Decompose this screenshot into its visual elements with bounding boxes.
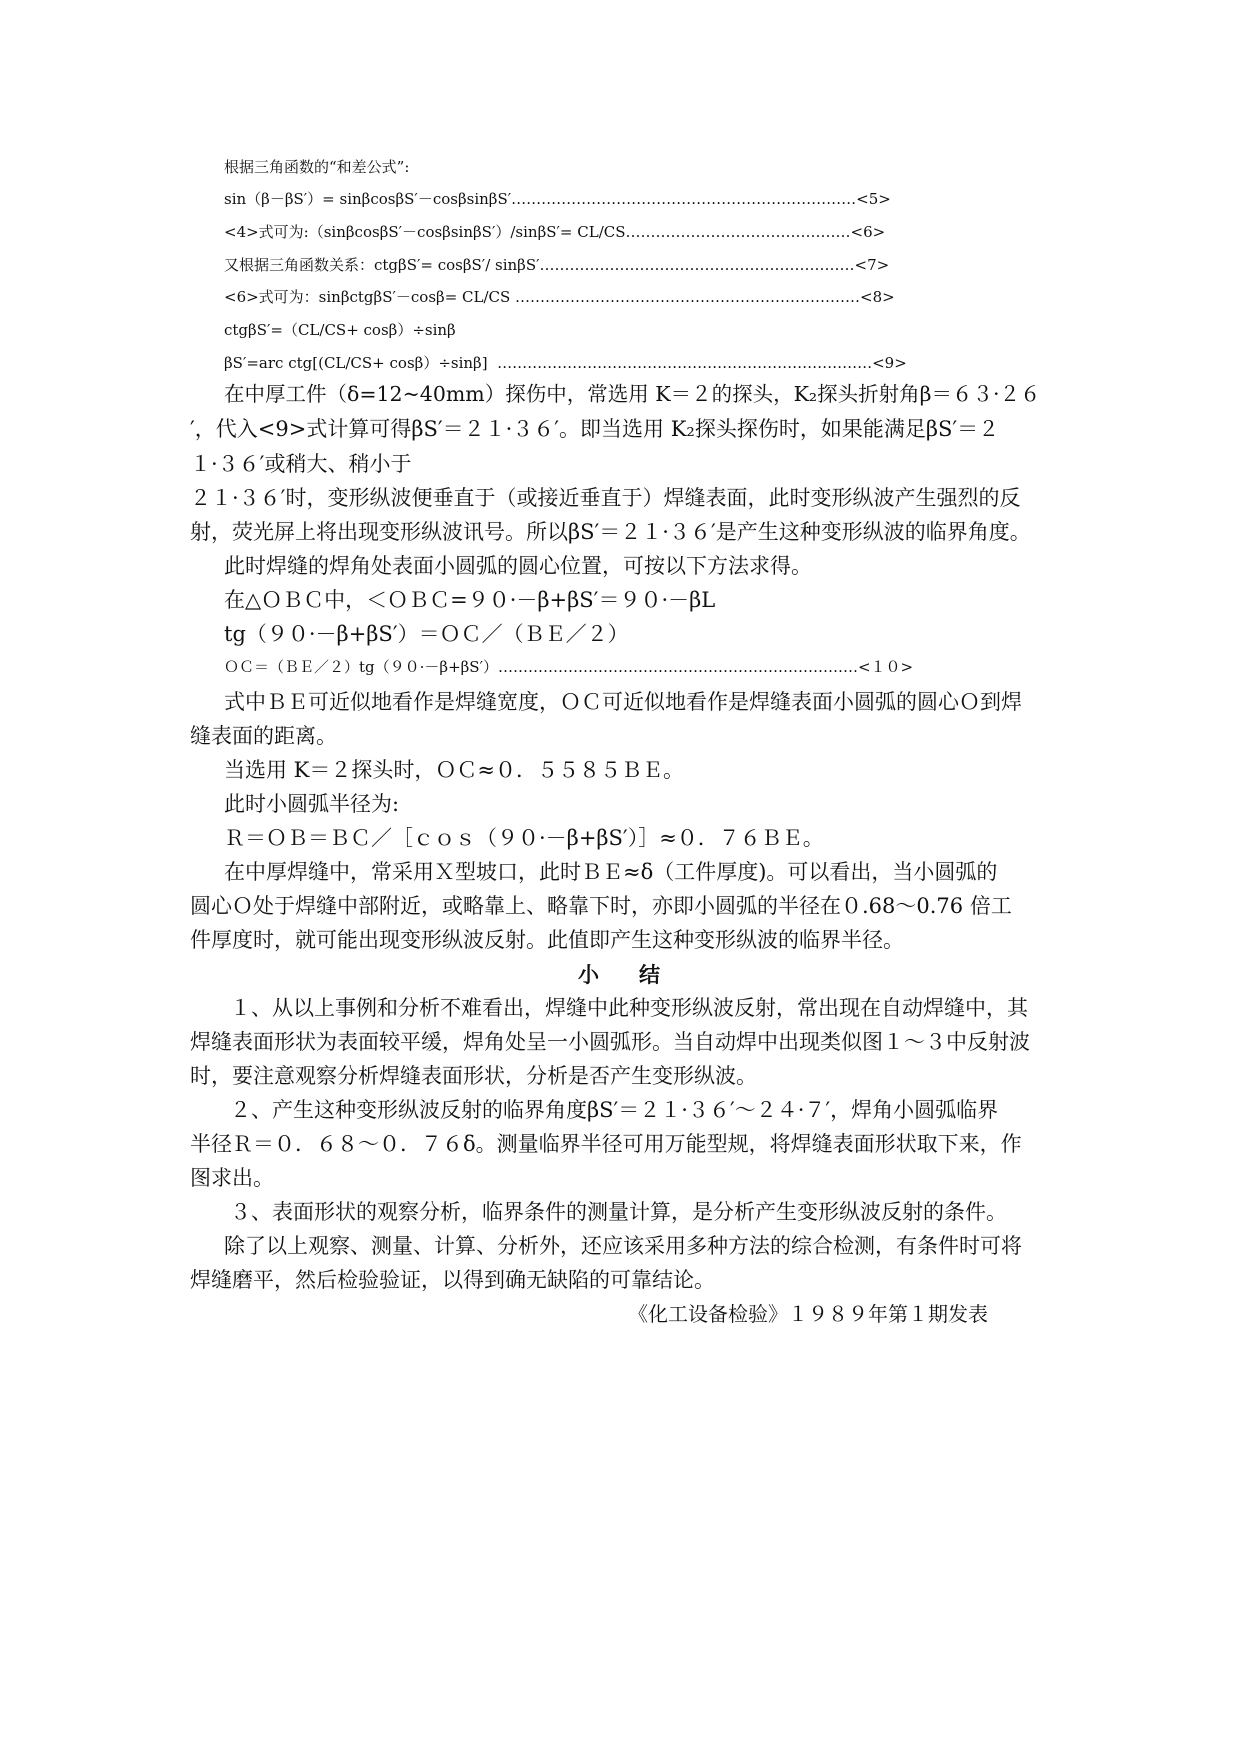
body-line: ′，代入<9>式计算可得βS′＝２１·３６′。即当选用 K₂探头探伤时，如果能满足βS′＝２ bbox=[190, 417, 1000, 441]
body-line: 在中厚工件（δ=12~40mm）探伤中，常选用 K＝２的探头，K₂探头折射角β＝６３·２６ bbox=[224, 382, 1041, 406]
body-line: 缝表面的距离。 bbox=[190, 724, 337, 748]
summary-line: 图求出。 bbox=[190, 1166, 274, 1190]
publication-source: 《化工设备检验》１９８９年第１期发表 bbox=[628, 1302, 988, 1326]
formula-line-6: <4>式可为:（sinβcosβS′－cosβsinβS′）/sinβS′= CL/CS………………………………………<6> bbox=[224, 223, 886, 241]
formula-line-7: 又根据三角函数关系：ctgβS′= cosβS′/ sinβS′………………………………………………………<7> bbox=[224, 256, 890, 274]
summary-line: 除了以上观察、测量、计算、分析外，还应该采用多种方法的综合检测，有条件时可将 bbox=[224, 1234, 1022, 1258]
body-line: 在中厚焊缝中，常采用Ｘ型坡口，此时ＢＥ≈δ（工件厚度)。可以看出，当小圆弧的 bbox=[224, 860, 998, 884]
formula-line-9: βS′=arc ctg[(CL/CS+ cosβ）÷sinβ] …………………………………………………………………<9> bbox=[224, 354, 907, 372]
body-line: 在△ＯＢＣ中，＜ＯＢＣ=９０·－β+βS′＝９０·－βL bbox=[224, 588, 716, 612]
body-line: 圆心Ｏ处于焊缝中部附近，或略靠上、略靠下时，亦即小圆弧的半径在０.68～0.76 倍工 bbox=[190, 894, 1012, 918]
body-line: １·３６′或稍大、稍小于 bbox=[190, 452, 412, 476]
body-line: 此时小圆弧半径为: bbox=[224, 792, 400, 816]
body-line: 式中ＢＥ可近似地看作是焊缝宽度，ＯＣ可近似地看作是焊缝表面小圆弧的圆心Ｏ到焊 bbox=[224, 690, 1022, 714]
summary-line: 焊缝磨平，然后检验验证，以得到确无缺陷的可靠结论。 bbox=[190, 1268, 715, 1292]
formula-line-8: <6>式可为：sinβctgβS′－cosβ= CL/CS ……………………………………………………………<8> bbox=[224, 288, 895, 306]
summary-line: 焊缝表面形状为表面较平缓，焊角处呈一小圆弧形。当自动焊中出现类似图１～３中反射波 bbox=[190, 1030, 1030, 1054]
formula-line-intro: 根据三角函数的“和差公式”: bbox=[224, 158, 410, 176]
summary-line: ２、产生这种变形纵波反射的临界角度βS′＝２１·３６′～２４·７′，焊角小圆弧临界 bbox=[230, 1098, 999, 1122]
formula-line-10: ＯＣ＝（ＢＥ／２）tg（９０·－β+βS′）………………………………………………………………<１０> bbox=[224, 658, 914, 676]
body-line: tg（９０·－β+βS′）＝ＯＣ／（ＢＥ／２） bbox=[224, 622, 629, 646]
body-line: ２１·３６′时，变形纵波便垂直于（或接近垂直于）焊缝表面，此时变形纵波产生强烈的反 bbox=[190, 486, 1021, 510]
summary-line: １、从以上事例和分析不难看出，焊缝中此种变形纵波反射，常出现在自动焊缝中，其 bbox=[230, 996, 1028, 1020]
formula-line-ctg: ctgβS′=（CL/CS+ cosβ）÷sinβ bbox=[224, 321, 456, 339]
formula-line-5: sin（β－βS′）= sinβcosβS′－cosβsinβS′……………………………………………………………<5> bbox=[224, 190, 891, 208]
body-line: 射，荧光屏上将出现变形纵波讯号。所以βS′＝２１·３６′是产生这种变形纵波的临界角度。 bbox=[190, 520, 1031, 544]
body-line: 件厚度时，就可能出现变形纵波反射。此值即产生这种变形纵波的临界半径。 bbox=[190, 928, 904, 952]
body-line: 此时焊缝的焊角处表面小圆弧的圆心位置，可按以下方法求得。 bbox=[224, 554, 812, 578]
summary-line: 半径Ｒ＝０．６８～０．７６δ。测量临界半径可用万能型规，将焊缝表面形状取下来，作 bbox=[190, 1132, 1022, 1156]
summary-line: ３、表面形状的观察分析，临界条件的测量计算，是分析产生变形纵波反射的条件。 bbox=[230, 1200, 1007, 1224]
body-line: 当选用 K＝２探头时，ＯＣ≈０．５５８５ＢＥ。 bbox=[224, 758, 684, 782]
summary-heading: 小结 bbox=[578, 962, 700, 987]
summary-line: 时，要注意观察分析焊缝表面形状，分析是否产生变形纵波。 bbox=[190, 1064, 757, 1088]
body-line: Ｒ＝ＯＢ＝ＢＣ／［ｃｏｓ（９０·－β+βS′）］≈０．７６ＢＥ。 bbox=[224, 826, 824, 850]
